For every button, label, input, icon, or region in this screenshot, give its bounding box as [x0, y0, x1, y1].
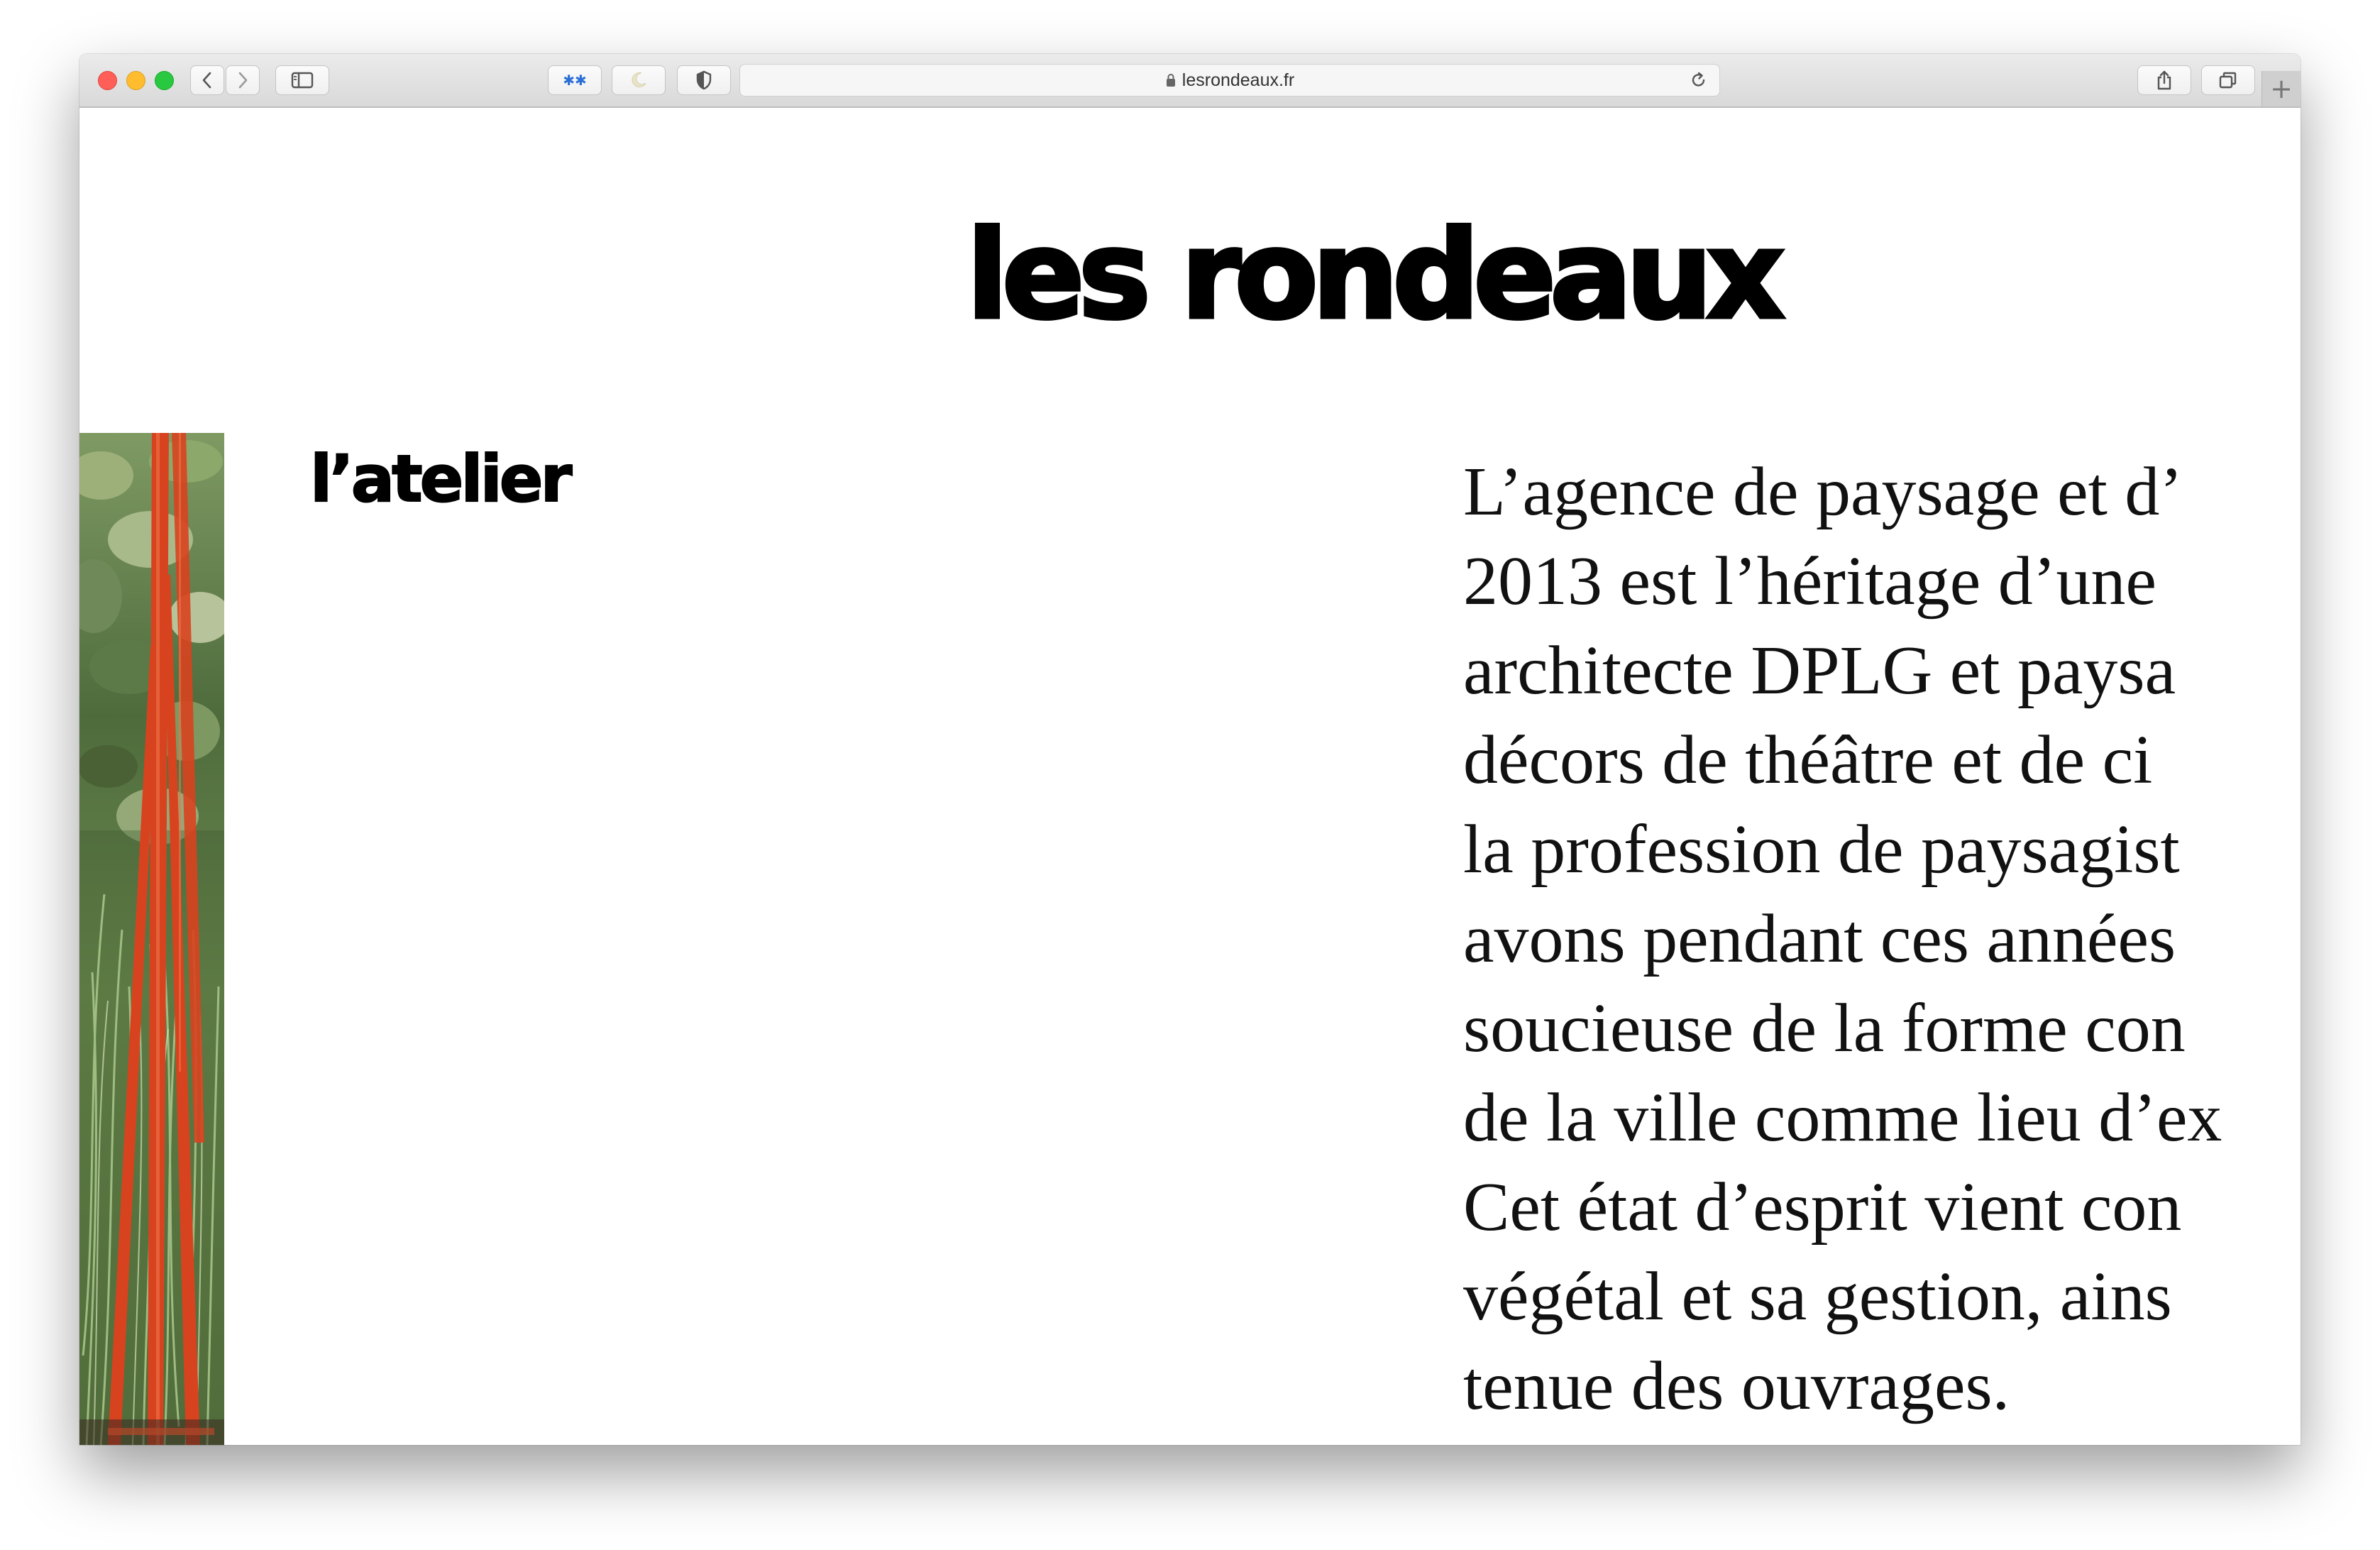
tab-overview-button[interactable] [2201, 65, 2255, 95]
forward-button[interactable] [226, 65, 260, 95]
extension-moon-button[interactable] [612, 65, 666, 95]
svg-text:✱✱: ✱✱ [563, 73, 587, 87]
new-tab-button[interactable] [2261, 71, 2301, 106]
minimize-window-button[interactable] [126, 71, 145, 90]
moon-icon [629, 71, 648, 89]
plus-icon: + [2270, 73, 2293, 104]
sidebar-icon [291, 72, 314, 89]
chevron-right-icon [236, 71, 250, 89]
lock-icon [1165, 73, 1177, 87]
share-icon [2156, 70, 2173, 91]
url-text: lesrondeaux.fr [1181, 70, 1295, 90]
paragraph-line: la profession de paysagist [1463, 811, 2180, 888]
back-button[interactable] [190, 65, 224, 95]
garden-photo-illustration [79, 433, 224, 1445]
browser-window [79, 54, 2301, 1445]
paragraph-line: avons pendant ces années [1463, 901, 2176, 977]
paragraph-line: L’agence de paysage et d’ [1463, 454, 2183, 530]
zoom-window-button[interactable] [155, 71, 174, 90]
paragraph-line: soucieuse de la forme con [1463, 990, 2186, 1067]
extension-icon [562, 73, 588, 87]
address-bar[interactable] [739, 64, 1720, 97]
paragraph-line: architecte DPLG et paysa [1463, 632, 2176, 709]
paragraph-line: végétal et sa gestion, ains [1463, 1258, 2172, 1335]
section-title-atelier: l’atelier [310, 442, 570, 517]
chevron-left-icon [200, 71, 214, 89]
site-title[interactable]: les rondeaux [966, 204, 1779, 346]
address-display [740, 65, 1719, 96]
privacy-report-button[interactable] [677, 65, 731, 95]
page-content [79, 108, 2301, 1445]
share-button[interactable] [2137, 65, 2191, 95]
tabs-overview-icon [2218, 71, 2238, 89]
paragraph-line: 2013 est l’héritage d’une [1463, 543, 2156, 620]
sidebar-toggle-button[interactable] [275, 65, 329, 95]
browser-toolbar [79, 54, 2301, 108]
garden-sculpture-photo [79, 433, 224, 1445]
close-window-button[interactable] [98, 71, 117, 90]
reload-icon[interactable] [1690, 71, 1708, 89]
extension-button[interactable] [548, 65, 602, 95]
shield-icon [695, 70, 712, 90]
paragraph-line: de la ville comme lieu d’ex [1463, 1079, 2222, 1156]
paragraph-line: décors de théâtre et de ci [1463, 722, 2153, 798]
paragraph-line: Cet état d’esprit vient con [1463, 1169, 2182, 1246]
paragraph-line: tenue des ouvrages. [1463, 1348, 2010, 1424]
atelier-description [1463, 447, 2301, 1431]
